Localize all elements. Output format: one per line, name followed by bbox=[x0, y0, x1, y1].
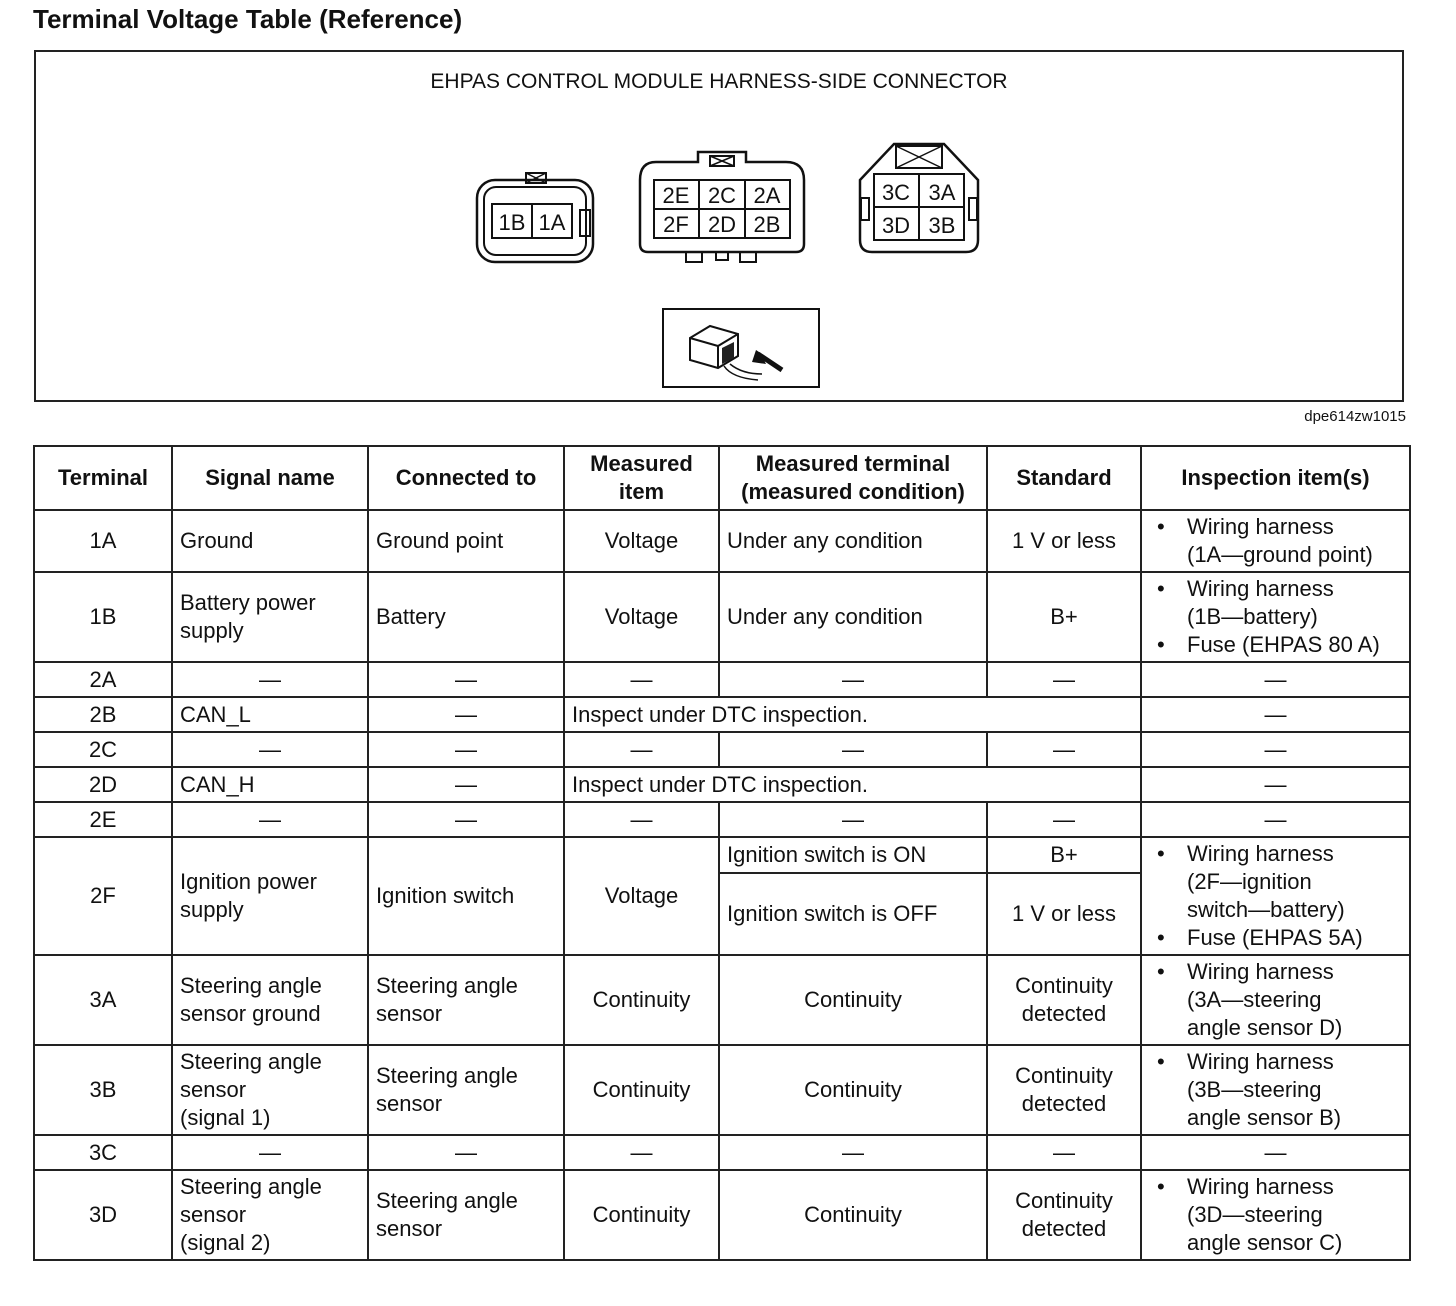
cell-terminal: 1A bbox=[34, 510, 172, 572]
cell-condition: Continuity bbox=[719, 1170, 987, 1260]
table-row bbox=[34, 767, 1410, 802]
cell-inspection: • Wiring harness (2F—ignition switch—battery) • Fuse (EHPAS 5A) bbox=[1141, 837, 1410, 955]
cell-connected: Battery bbox=[368, 572, 564, 662]
pin-2e: 2E bbox=[662, 183, 690, 208]
header-standard: Standard bbox=[987, 446, 1141, 510]
cell-dash: — bbox=[1141, 697, 1410, 732]
cell-standard: Continuity detected bbox=[987, 955, 1141, 1045]
cell-dash: — bbox=[987, 1135, 1141, 1170]
cell-dash: — bbox=[1141, 767, 1410, 802]
connector-2 bbox=[636, 148, 808, 268]
pin-3b: 3B bbox=[928, 213, 956, 238]
connector-2-shape bbox=[636, 148, 808, 268]
pin-2a: 2A bbox=[753, 183, 781, 208]
connector-1-shape bbox=[474, 170, 598, 266]
cell-dash: — bbox=[564, 662, 719, 697]
cell-dash: — bbox=[719, 662, 987, 697]
cell-item: Continuity bbox=[564, 1045, 719, 1135]
cell-standard: B+ bbox=[987, 837, 1141, 873]
cell-standard: Continuity detected bbox=[987, 1170, 1141, 1260]
cell-signal: Battery power supply bbox=[172, 572, 368, 662]
pin-1a: 1A bbox=[538, 210, 566, 235]
connector-3 bbox=[854, 140, 984, 258]
cell-condition: Continuity bbox=[719, 955, 987, 1045]
cell-dash: — bbox=[1141, 802, 1410, 837]
cell-inspection: • Wiring harness (1A—ground point) bbox=[1141, 510, 1410, 572]
cell-dash: — bbox=[172, 1135, 368, 1170]
table-row bbox=[34, 802, 1410, 837]
table-row bbox=[34, 572, 1410, 662]
cell-signal: Ignition power supply bbox=[172, 837, 368, 955]
pin-1b: 1B bbox=[498, 210, 526, 235]
table-row bbox=[34, 955, 1410, 1045]
cell-item: Voltage bbox=[564, 572, 719, 662]
cell-dash: — bbox=[719, 802, 987, 837]
header-row bbox=[34, 446, 1410, 510]
cell-item: Voltage bbox=[564, 837, 719, 955]
connector-3-shape bbox=[854, 140, 984, 258]
cell-terminal: 2E bbox=[34, 802, 172, 837]
cell-standard: 1 V or less bbox=[987, 510, 1141, 572]
cell-dash: — bbox=[368, 1135, 564, 1170]
diagram-title: EHPAS CONTROL MODULE HARNESS-SIDE CONNECTOR bbox=[430, 70, 1008, 93]
cell-terminal: 3C bbox=[34, 1135, 172, 1170]
connector-diagram bbox=[34, 50, 1404, 402]
cell-dash: — bbox=[1141, 732, 1410, 767]
cell-dash: — bbox=[1141, 662, 1410, 697]
cell-signal: CAN_H bbox=[172, 767, 368, 802]
header-connected-to: Connected to bbox=[368, 446, 564, 510]
table-row bbox=[34, 1135, 1410, 1170]
cell-inspection: • Wiring harness (3D—steering angle sensor C) bbox=[1141, 1170, 1410, 1260]
cell-connected: Steering angle sensor bbox=[368, 955, 564, 1045]
page-title: Terminal Voltage Table (Reference) bbox=[33, 4, 463, 34]
cell-standard: B+ bbox=[987, 572, 1141, 662]
cell-inspection: • Wiring harness (3B—steering angle sensor B) bbox=[1141, 1045, 1410, 1135]
table-row bbox=[34, 837, 1410, 873]
cell-signal: Steering angle sensor (signal 1) bbox=[172, 1045, 368, 1135]
cell-dash: — bbox=[172, 802, 368, 837]
cell-dash: — bbox=[368, 767, 564, 802]
cell-item: Voltage bbox=[564, 510, 719, 572]
header-measured-terminal: Measured terminal (measured condition) bbox=[719, 446, 987, 510]
cell-dtc-note: Inspect under DTC inspection. bbox=[564, 767, 1141, 802]
pin-3a: 3A bbox=[928, 180, 956, 205]
cell-dash: — bbox=[172, 662, 368, 697]
cell-signal: CAN_L bbox=[172, 697, 368, 732]
cell-standard: 1 V or less bbox=[987, 873, 1141, 955]
cell-dash: — bbox=[987, 732, 1141, 767]
cell-standard: Continuity detected bbox=[987, 1045, 1141, 1135]
cell-signal: Steering angle sensor (signal 2) bbox=[172, 1170, 368, 1260]
cell-dash: — bbox=[368, 802, 564, 837]
cell-connected: Ignition switch bbox=[368, 837, 564, 955]
cell-condition: Under any condition bbox=[719, 510, 987, 572]
cell-connected: Steering angle sensor bbox=[368, 1045, 564, 1135]
cell-dash: — bbox=[368, 662, 564, 697]
pin-3c: 3C bbox=[881, 180, 911, 205]
header-terminal: Terminal bbox=[34, 446, 172, 510]
pin-2b: 2B bbox=[753, 212, 781, 237]
cell-signal: Steering angle sensor ground bbox=[172, 955, 368, 1045]
cell-dash: — bbox=[172, 732, 368, 767]
pin-3d: 3D bbox=[881, 213, 911, 238]
cell-dash: — bbox=[564, 1135, 719, 1170]
cell-inspection: • Wiring harness (3A—steering angle sensor D) bbox=[1141, 955, 1410, 1045]
cell-terminal: 2A bbox=[34, 662, 172, 697]
cell-condition: Continuity bbox=[719, 1045, 987, 1135]
cell-terminal: 1B bbox=[34, 572, 172, 662]
table-row bbox=[34, 662, 1410, 697]
cell-dash: — bbox=[719, 732, 987, 767]
cell-condition: Ignition switch is ON bbox=[719, 837, 987, 873]
figure-code: dpe614zw1015 bbox=[1304, 408, 1406, 425]
cell-inspection: • Wiring harness (1B—battery) • Fuse (EHPAS 80 A) bbox=[1141, 572, 1410, 662]
cell-connected: Ground point bbox=[368, 510, 564, 572]
table-row bbox=[34, 1045, 1410, 1135]
header-signal-name: Signal name bbox=[172, 446, 368, 510]
view-direction-icon bbox=[662, 308, 820, 388]
pin-2c: 2C bbox=[707, 183, 737, 208]
cell-dash: — bbox=[564, 802, 719, 837]
cell-condition: Under any condition bbox=[719, 572, 987, 662]
cell-terminal: 2B bbox=[34, 697, 172, 732]
connector-1 bbox=[474, 170, 598, 266]
cell-condition: Ignition switch is OFF bbox=[719, 873, 987, 955]
cell-terminal: 3D bbox=[34, 1170, 172, 1260]
table-row bbox=[34, 697, 1410, 732]
cell-item: Continuity bbox=[564, 1170, 719, 1260]
pin-2d: 2D bbox=[707, 212, 737, 237]
cell-terminal: 3A bbox=[34, 955, 172, 1045]
cell-connected: Steering angle sensor bbox=[368, 1170, 564, 1260]
cell-terminal: 2C bbox=[34, 732, 172, 767]
cell-signal: Ground bbox=[172, 510, 368, 572]
cell-dash: — bbox=[987, 662, 1141, 697]
cell-dash: — bbox=[1141, 1135, 1410, 1170]
table-row bbox=[34, 732, 1410, 767]
cell-dash: — bbox=[987, 802, 1141, 837]
cell-terminal: 2D bbox=[34, 767, 172, 802]
pin-2f: 2F bbox=[663, 212, 689, 237]
cell-terminal: 3B bbox=[34, 1045, 172, 1135]
header-measured-item: Measured item bbox=[564, 446, 719, 510]
terminal-voltage-table bbox=[33, 445, 1411, 1261]
cell-dash: — bbox=[368, 697, 564, 732]
cell-terminal: 2F bbox=[34, 837, 172, 955]
table-row bbox=[34, 1170, 1410, 1260]
cell-item: Continuity bbox=[564, 955, 719, 1045]
cell-dash: — bbox=[368, 732, 564, 767]
cell-dash: — bbox=[564, 732, 719, 767]
cell-dtc-note: Inspect under DTC inspection. bbox=[564, 697, 1141, 732]
header-inspection-items: Inspection item(s) bbox=[1141, 446, 1410, 510]
cell-dash: — bbox=[719, 1135, 987, 1170]
table-row bbox=[34, 510, 1410, 572]
